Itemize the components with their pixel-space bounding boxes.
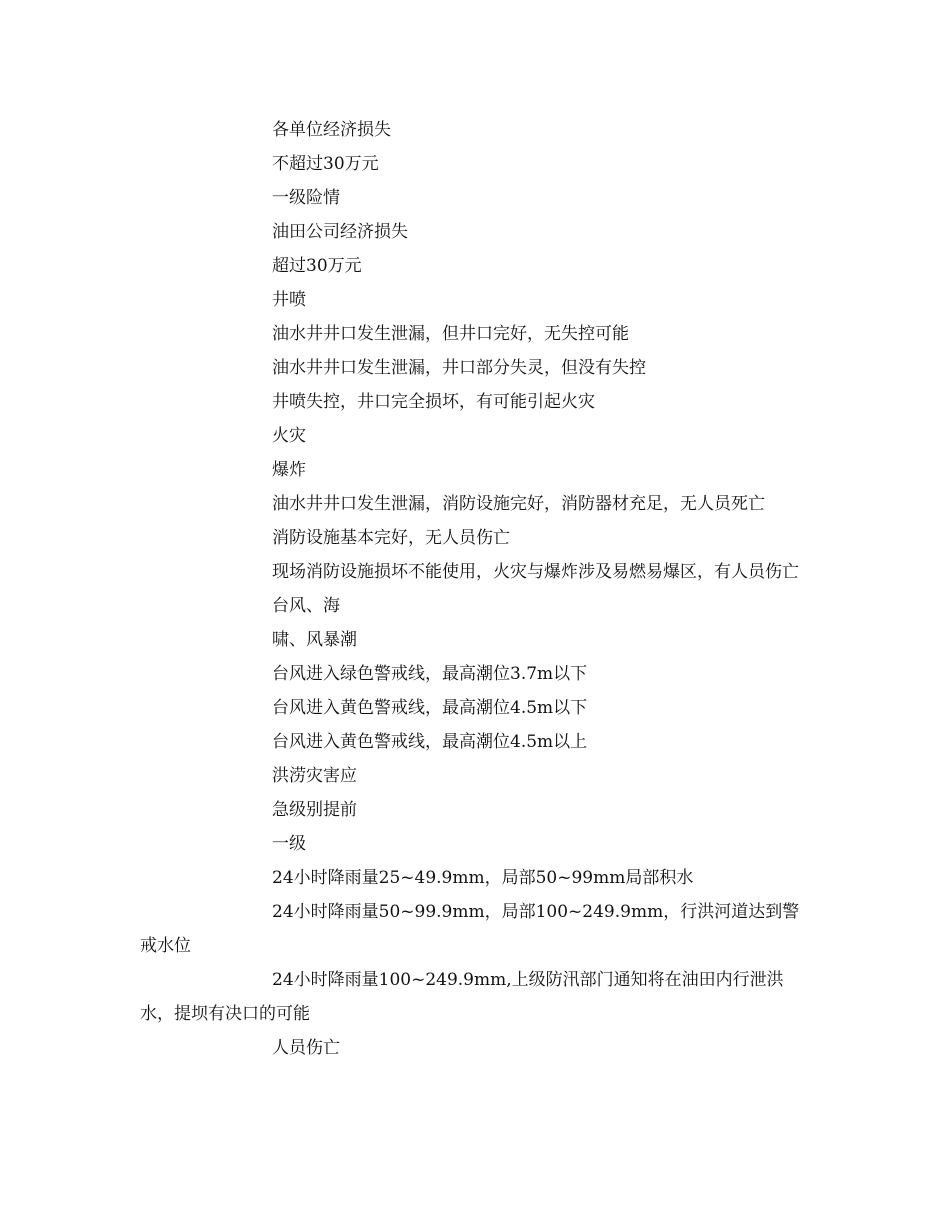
paragraph: 油水井井口发生泄漏，但井口完好，无失控可能 (272, 324, 629, 344)
paragraph: 台风进入绿色警戒线，最高潮位3.7m以下 (272, 664, 588, 684)
paragraph: 不超过30万元 (272, 154, 379, 174)
paragraph: 24小时降雨量100~249.9mm,上级防汛部门通知将在油田内行泄洪水，提坝有决口的可能 (140, 970, 784, 1024)
paragraph: 洪涝灾害应 (272, 766, 357, 786)
paragraph: 油田公司经济损失 (272, 222, 408, 242)
paragraph: 现场消防设施损坏不能使用，火灾与爆炸涉及易燃易爆区，有人员伤亡 (272, 562, 799, 582)
paragraph: 啸、风暴潮 (272, 630, 357, 650)
paragraph: 消防设施基本完好，无人员伤亡 (272, 528, 510, 548)
paragraph: 各单位经济损失 (272, 120, 391, 140)
paragraph: 一级险情 (272, 188, 340, 208)
paragraph: 台风进入黄色警戒线，最高潮位4.5m以下 (272, 698, 588, 718)
paragraph: 台风进入黄色警戒线，最高潮位4.5m以上 (272, 732, 588, 752)
paragraph: 人员伤亡 (272, 1038, 340, 1058)
paragraph: 井喷失控，井口完全损坏，有可能引起火灾 (272, 392, 595, 412)
paragraph: 急级别提前 (272, 800, 357, 820)
paragraph: 井喷 (272, 290, 306, 310)
paragraph: 油水井井口发生泄漏，井口部分失灵，但没有失控 (272, 358, 646, 378)
paragraph: 24小时降雨量50~99.9mm，局部100~249.9mm，行洪河道达到警戒水位 (140, 902, 800, 956)
paragraph: 火灾 (272, 426, 306, 446)
paragraph: 台风、海 (272, 596, 340, 616)
paragraph: 24小时降雨量25~49.9mm，局部50~99mm局部积水 (272, 868, 694, 888)
paragraph: 一级 (272, 834, 306, 854)
paragraph: 油水井井口发生泄漏，消防设施完好，消防器材充足，无人员死亡 (272, 494, 765, 514)
paragraph: 超过30万元 (272, 256, 362, 276)
paragraph: 爆炸 (272, 460, 306, 480)
document-body (140, 113, 812, 1065)
